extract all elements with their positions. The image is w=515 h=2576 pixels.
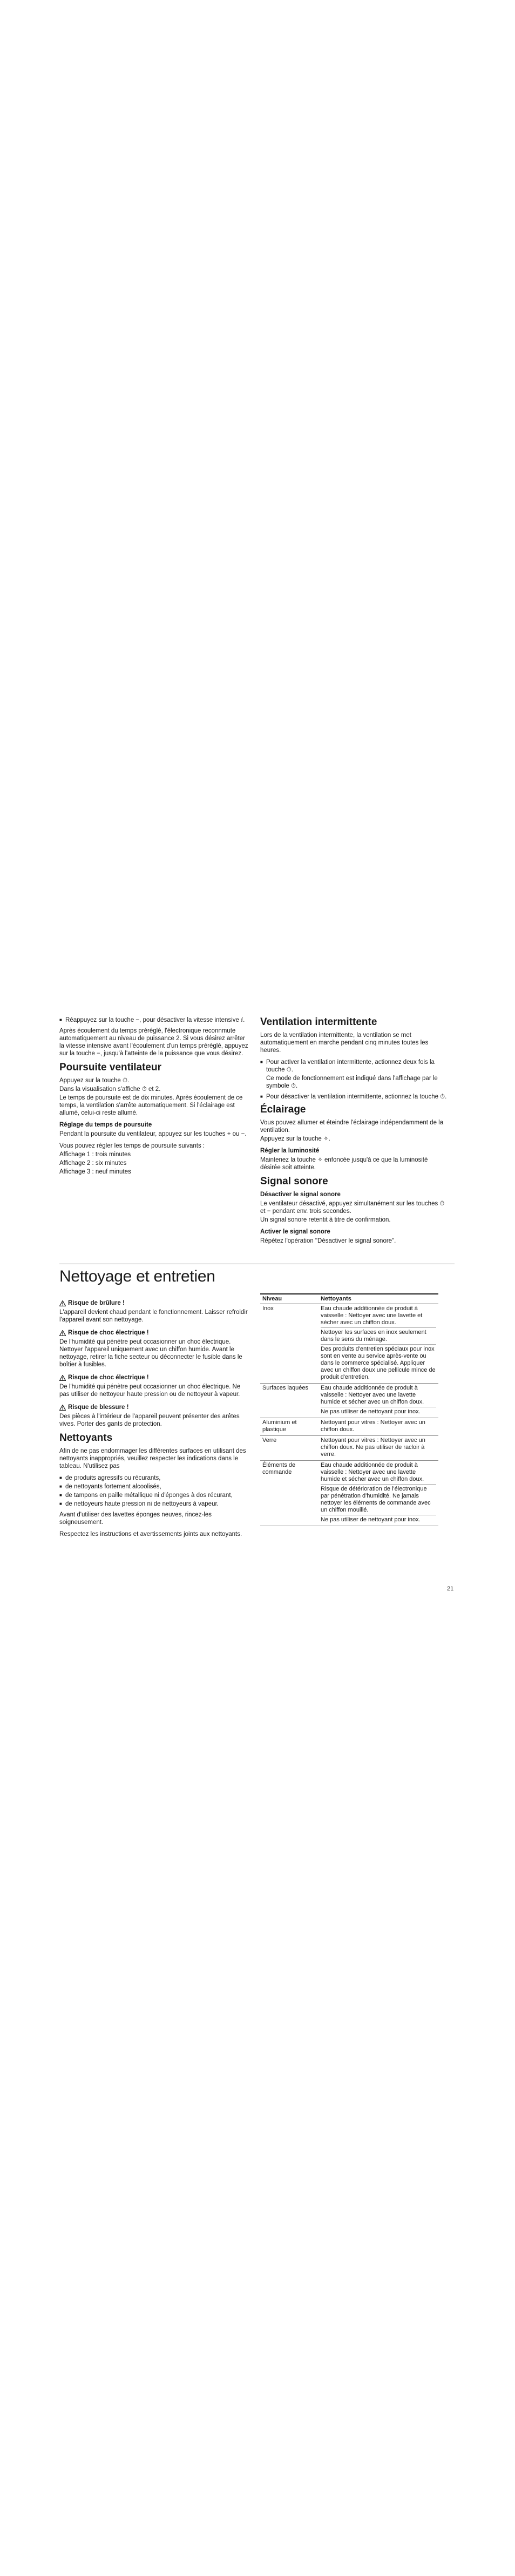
table-cell-cleaners [319,1461,438,1526]
warning-triangle-icon [59,1330,66,1336]
table-cell-surface: Verre [260,1436,319,1461]
table-cell-surface: Éléments de commande [260,1461,319,1526]
cleaner-line: Nettoyer les surfaces en inox seulement dans le sens du ménage. [321,1329,436,1345]
cleaning-bullet: ■ de nettoyants fortement alcoolisés, [59,1483,248,1491]
table-header-cleaners: Nettoyants [319,1294,438,1304]
column-left-top [59,1016,248,1177]
table-cell-surface: Inox [260,1304,319,1384]
table-header-level: Niveau [260,1294,319,1304]
cleaning-table [260,1293,438,1526]
warning-shock-1-title: Risque de choc électrique ! [68,1330,149,1336]
warning-triangle-icon [59,1405,66,1411]
heading-lighting: Éclairage [260,1104,306,1115]
cleaner-line: Eau chaude additionnée de produit à vaisselle : Nettoyer avec une lavette humide et sécher avec un chiffon doux. [321,1385,436,1407]
column-right-bottom [260,1293,444,1526]
cleaning-intro: Afin de ne pas endommager les différentes surfaces en utilisant des nettoyants inappropriés, veuillez respecter les indications dans le tableau. N'utilisez pas [59,1448,246,1469]
sound-step-3: Répétez l'opération "Désactiver le signal sonore". [260,1238,396,1244]
warning-burn-text: L'appareil devient chaud pendant le fonctionnement. Laisser refroidir l'appareil avant son nettoyage. [59,1309,248,1323]
sound-step-1: Le ventilateur désactivé, appuyez simultanément sur les touches ⏱ et − pendant env. trois secondes. [260,1201,445,1215]
heading-sound-off: Désactiver le signal sonore [260,1191,341,1198]
table-row [260,1461,438,1526]
heading-interval-ventilation: Ventilation intermittente [260,1016,377,1028]
cleaner-line: Eau chaude additionnée de produit à vaisselle : Nettoyer avec une lavette et sécher avec un chiffon doux. [321,1305,436,1328]
brightness-info: Maintenez la touche ✧ enfoncée jusqu'à ce que la luminosité désirée soit atteinte. [260,1157,428,1171]
display-option-3: Affichage 3 : neuf minutes [59,1169,131,1175]
warning-burn [59,1299,248,1307]
table-cell-surface: Surfaces laquées [260,1384,319,1418]
warning-triangle-icon [59,1375,66,1381]
cleaning-note-2: Respectez les instructions et avertissements joints aux nettoyants. [59,1531,242,1537]
light-info: Vous pouvez allumer et éteindre l'éclairage indépendamment de la ventilation. [260,1120,444,1134]
warning-injury-text: Des pièces à l'intérieur de l'appareil peuvent présenter des arêtes vives. Porter des gants de protection. [59,1413,240,1427]
heading-fan-run-on: Poursuite ventilateur [59,1062,161,1073]
table-cell-surface: Aluminium et plastique [260,1418,319,1436]
warning-shock-2-title: Risque de choc électrique ! [68,1374,149,1381]
heading-sound-on: Activer le signal sonore [260,1229,330,1235]
warning-injury-title: Risque de blessure ! [68,1404,129,1411]
bullet-interval-off: ■ Pour désactiver la ventilation intermittente, actionnez la touche ⏱. [260,1093,449,1101]
cleaner-line: Eau chaude additionnée de produit à vaisselle : Nettoyer avec une lavette humide et sécher avec un chiffon doux. [321,1462,436,1485]
heading-brightness: Régler la luminosité [260,1148,320,1154]
warning-triangle-icon [59,1300,66,1306]
cleaning-note-1: Avant d'utiliser des lavettes éponges neuves, rincez-les soigneusement. [59,1512,212,1526]
warning-shock-1 [59,1329,248,1337]
table-cell-cleaners [319,1418,438,1436]
cleaner-line: Des produits d'entretien spéciaux pour inox sont en vente au service après-vente ou dans le commerce spécialisé. Appliquer avec un chiffon doux une pellicule mince de produit d'entretien. [321,1346,436,1380]
sound-step-2: Un signal sonore retentit à titre de confirmation. [260,1217,391,1223]
fan-step-1: Appuyez sur la touche ⏱. [59,1077,130,1084]
section-title: Nettoyage et entretien [59,1267,215,1285]
fan-step-3: Le temps de poursuite est de dix minutes. Après écoulement de ce temps, la ventilation s'arrête automatiquement. Si l'éclairage est allumé, celui-ci reste allumé. [59,1095,243,1116]
bullet-interval-on: ■ Pour activer la ventilation intermittente, actionnez deux fois la touche ⏱. [260,1058,449,1074]
display-option-1: Affichage 1 : trois minutes [59,1151,131,1158]
cleaner-line: Ne pas utiliser de nettoyant pour inox. [321,1408,421,1415]
page-number: 21 [447,1586,454,1592]
table-row [260,1384,438,1418]
cleaner-line: Ne pas utiliser de nettoyant pour inox. [321,1516,421,1523]
warning-shock-1-text: De l'humidité qui pénètre peut occasionner un choc électrique. Nettoyer l'appareil uniquement avec un chiffon humide. Avant le nettoyage, retirer la fiche secteur ou déconnecter le fusible dans le boîtier à fusibles. [59,1339,242,1368]
column-left-bottom [59,1285,248,1542]
fan-time-1: Pendant la poursuite du ventilateur, appuyez sur les touches + ou −. [59,1131,247,1137]
cleaner-line: Nettoyant pour vitres : Nettoyer avec un chiffon doux. Ne pas utiliser de racloir à verre. [321,1437,425,1458]
cleaner-line: Risque de détérioration de l'électronique par pénétration d'humidité. Ne jamais nettoyer les éléments de commande avec un chiffon mouillé. [321,1486,436,1515]
bullet-reduce-intensive: ■ Réappuyez sur la touche −, pour désactiver la vitesse intensive ⅈ. [59,1016,248,1024]
table-row [260,1418,438,1436]
warning-injury [59,1404,248,1411]
heading-fan-time: Réglage du temps de poursuite [59,1122,152,1128]
table-header-row [260,1294,438,1304]
heading-sound-signal: Signal sonore [260,1176,328,1187]
interval-info: Lors de la ventilation intermittente, la ventilation se met automatiquement en marche pendant cinq minutes toutes les heures. [260,1032,429,1054]
table-cell-cleaners [319,1304,438,1384]
cleaning-bullet: ■ de produits agressifs ou récurants, [59,1474,248,1482]
table-cell-cleaners [319,1384,438,1418]
cleaning-bullet: ■ de nettoyeurs haute pression ni de nettoyeurs à vapeur. [59,1500,248,1508]
fan-time-2: Vous pouvez régler les temps de poursuite suivants : [59,1143,205,1149]
table-cell-cleaners [319,1436,438,1461]
table-row [260,1436,438,1461]
heading-cleaning-agents: Nettoyants [59,1432,113,1444]
warning-shock-2-text: De l'humidité qui pénètre peut occasionner un choc électrique. Ne pas utiliser de nettoyeur haute pression ou de nettoyeur à vapeur. [59,1384,241,1398]
cleaning-bullet: ■ de tampons en paille métallique ni d'éponges à dos récurant, [59,1492,248,1499]
cleaner-line: Nettoyant pour vitres : Nettoyer avec un chiffon doux. [321,1419,425,1433]
warning-burn-title: Risque de brûlure ! [68,1300,125,1306]
light-step: Appuyez sur la touche ✧. [260,1136,330,1142]
display-option-2: Affichage 2 : six minutes [59,1160,127,1166]
intensive-info: Après écoulement du temps préréglé, l'électronique reconnmute automatiquement au niveau de puissance 2. Si vous désirez arrêter la vitesse intensive avant l'écoulement d'un temps préréglé, appuyez sur la touche −, jusqu'à l'atteinte de la puissance que vous désirez. [59,1028,248,1057]
column-right-top [260,1016,449,1246]
fan-step-2: Dans la visualisation s'affiche ⏱ et 2. [59,1086,161,1093]
warning-shock-2 [59,1374,248,1381]
table-row [260,1304,438,1384]
interval-on-note: Ce mode de fonctionnement est indiqué dans l'affichage par le symbole ⏱. [266,1075,438,1089]
